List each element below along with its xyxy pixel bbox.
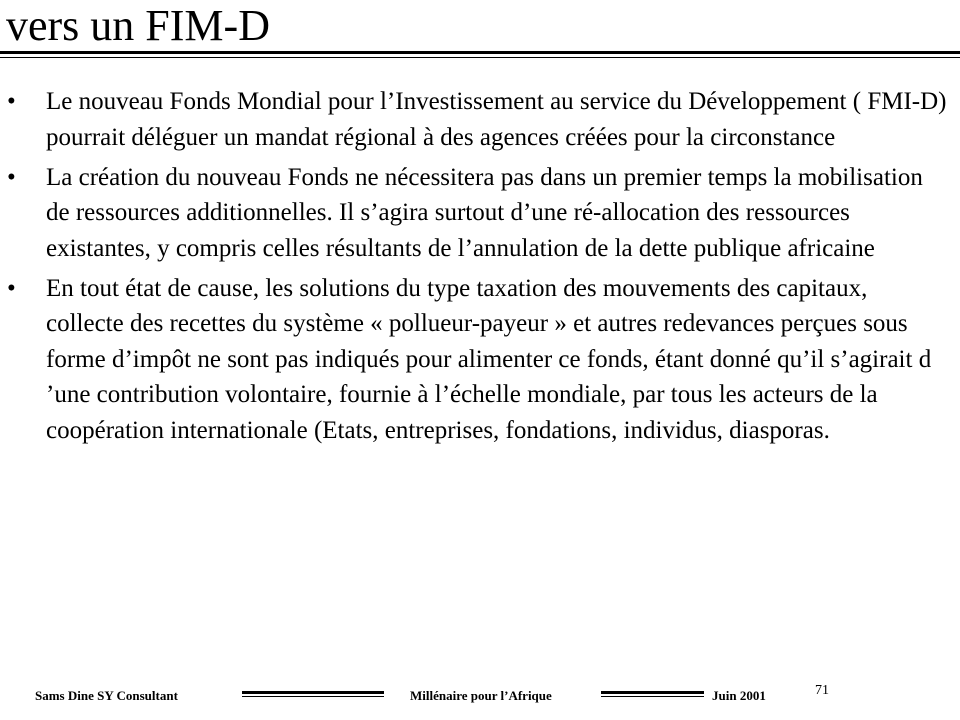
slide-title: vers un FIM-D xyxy=(6,1,270,50)
bullet-list xyxy=(0,84,960,453)
bullet-item xyxy=(0,271,960,449)
title-divider-thick xyxy=(0,51,960,54)
bullet-dot-icon: • xyxy=(7,88,16,115)
bullet-dot-icon: • xyxy=(7,274,16,302)
footer-author: Sams Dine SY Consultant xyxy=(35,688,178,703)
bullet-text: En tout état de cause, les solutions du type taxation des mouvements des capitaux, collecte des recettes du système « pollueur-payeur » et autres redevances perçues sous forme d’impôt ne sont pas indiqués pour alimenter ce fonds, étant donné qu’il s’agirait d ’une contribution volontaire, fournie à l’échelle mondiale, par tous les acteurs de la coopération internationale (Etats, entreprises, fondations, individus, diasporas. xyxy=(46,274,932,444)
footer-date: Juin 2001 xyxy=(712,688,766,703)
footer-divider-left xyxy=(242,691,384,697)
slide-footer xyxy=(0,683,960,707)
bullet-text: La création du nouveau Fonds ne nécessitera pas dans un premier temps la mobilisation de ressources additionnelles. Il s’agira surtout d’une ré-allocation des ressources existantes, y compris celles résultants de l’annulation de la dette publique africaine xyxy=(46,163,923,262)
title-divider-thin xyxy=(0,57,960,58)
footer-center-title: Millénaire pour l’Afrique xyxy=(410,688,552,703)
page-number: 71 xyxy=(815,683,829,698)
bullet-dot-icon: • xyxy=(7,163,16,191)
bullet-item xyxy=(0,84,960,155)
footer-divider-right xyxy=(601,691,704,697)
bullet-item xyxy=(0,160,960,267)
bullet-text: Le nouveau Fonds Mondial pour l’Investissement au service du Développement ( FMI-D) pourrait déléguer un mandat régional à des agences créées pour la circonstance xyxy=(46,88,947,151)
